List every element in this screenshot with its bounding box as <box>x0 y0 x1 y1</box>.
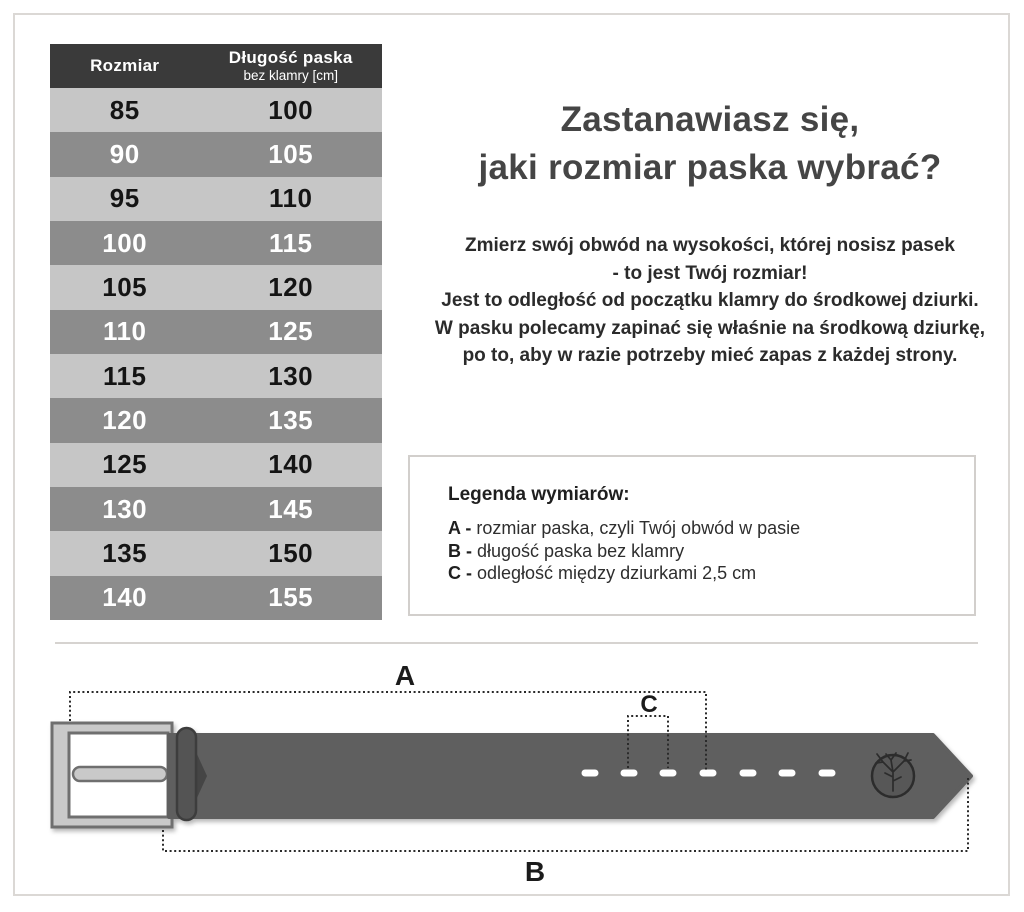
belt-strap <box>169 735 971 817</box>
table-row <box>50 443 382 487</box>
table-row <box>50 354 382 398</box>
size-cell: 90 <box>109 138 140 169</box>
intro-line: po to, aby w razie potrzeby mieć zapas z każdej strony. <box>462 345 958 366</box>
section-divider <box>55 642 978 644</box>
legend-item <box>448 562 954 585</box>
belt-hole <box>819 770 836 777</box>
length-cell: 110 <box>268 183 313 214</box>
table-row <box>50 177 382 221</box>
belt-buckle-pin-icon <box>73 767 167 781</box>
belt-hole <box>700 770 717 777</box>
size-cell: 115 <box>102 360 147 391</box>
legend-item-letter: A - <box>448 518 472 538</box>
legend-box <box>408 455 976 616</box>
intro-line: Jest to odległość od początku klamry do środkowej dziurki. <box>441 290 979 311</box>
belt-hole <box>740 770 757 777</box>
tree-logo-icon <box>872 753 914 797</box>
intro-line: - to jest Twój rozmiar! <box>612 262 808 284</box>
length-cell: 135 <box>268 404 314 435</box>
legend-item-letter: B - <box>448 540 472 561</box>
size-cell: 100 <box>102 227 148 258</box>
size-cell: 105 <box>102 271 148 302</box>
size-cell: 120 <box>102 404 148 435</box>
legend-item <box>448 517 954 540</box>
header-col-rozmiar: Rozmiar <box>90 56 160 75</box>
table-row <box>50 88 382 132</box>
length-cell: 140 <box>268 449 314 480</box>
legend-item-text: długość paska bez klamry <box>472 540 685 561</box>
length-cell: 105 <box>268 138 314 169</box>
page-title <box>410 96 1010 192</box>
table-row <box>50 221 382 265</box>
length-cell: 100 <box>268 94 314 125</box>
legend-item <box>448 540 954 563</box>
belt-hole <box>779 770 796 777</box>
legend-item-text: odległość między dziurkami 2,5 cm <box>472 563 757 583</box>
header-col-dlugosc-line2: bez klamry [cm] <box>243 68 338 84</box>
size-cell: 85 <box>109 94 140 125</box>
table-row <box>50 132 382 176</box>
legend-title: Legenda wymiarów: <box>448 484 630 505</box>
length-cell: 145 <box>268 493 314 524</box>
length-cell: 120 <box>268 271 314 302</box>
belt-hole <box>660 770 677 777</box>
belt-illustration <box>52 723 971 827</box>
table-row <box>50 310 382 354</box>
table-row <box>50 265 382 309</box>
intro-line: W pasku polecamy zapinać się właśnie na środkową dziurkę, <box>434 317 986 339</box>
size-cell: 135 <box>102 537 148 568</box>
size-table <box>50 44 382 620</box>
size-cell: 130 <box>102 493 148 524</box>
header-col-dlugosc-line1: Długość paska <box>228 48 353 68</box>
table-row <box>50 487 382 531</box>
size-cell: 95 <box>109 183 140 214</box>
intro-text <box>410 232 1010 370</box>
size-cell: 140 <box>102 582 148 613</box>
table-row <box>50 398 382 442</box>
legend-items <box>448 517 954 585</box>
table-row <box>50 531 382 575</box>
page-title-line2: jaki rozmiar paska wybrać? <box>478 148 942 187</box>
length-cell: 155 <box>268 582 314 613</box>
size-cell: 110 <box>102 316 147 347</box>
table-row <box>50 576 382 620</box>
belt-hole <box>582 770 599 777</box>
length-cell: 125 <box>268 316 314 347</box>
dimension-label-b: B <box>524 856 546 887</box>
intro-line: Zmierz swój obwód na wysokości, której nosisz pasek <box>465 235 955 256</box>
size-table-body <box>50 88 382 620</box>
table-header <box>50 44 382 88</box>
header-col-dlugosc <box>199 48 382 83</box>
page-title-line1: Zastanawiasz się, <box>560 100 860 139</box>
size-cell: 125 <box>102 449 148 480</box>
length-cell: 130 <box>268 360 314 391</box>
legend-item-text: rozmiar paska, czyli Twój obwód w pasie <box>471 518 801 538</box>
belt-keeper-loop-icon <box>177 728 196 820</box>
length-cell: 150 <box>268 537 314 568</box>
belt-diagram <box>0 650 1024 900</box>
right-column <box>410 0 1010 370</box>
length-cell: 115 <box>268 227 313 258</box>
dimension-label-a: A <box>394 660 416 691</box>
legend-item-letter: C - <box>448 563 472 583</box>
dimension-label-c: C <box>640 691 658 718</box>
belt-hole <box>621 770 638 777</box>
